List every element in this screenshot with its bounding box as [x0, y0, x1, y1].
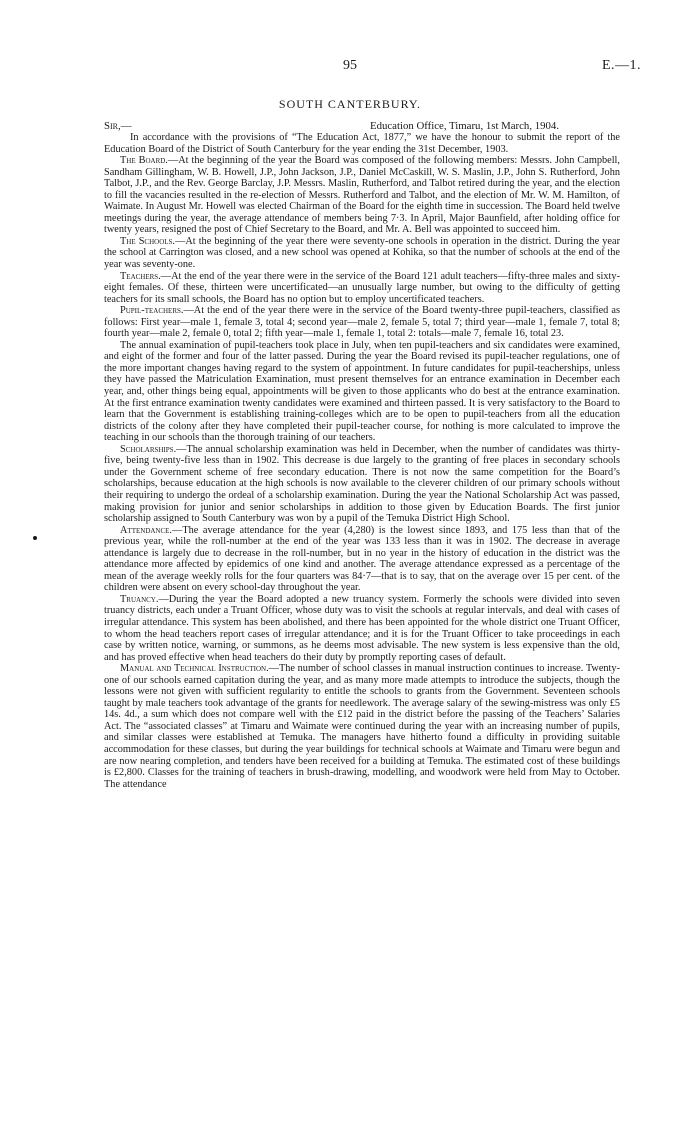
paragraph-text: —At the end of the year there were in the service of the Board twenty-three pupil-teachers, classified as follows: First year—male 1, female 3, total 4; second year—male 2, female 5, total 7; third year—male 1, female 7, total 8; fourth year—male 2, female 0, total 2; fifth year—male 1, female 1, total 2: totals—male 7, female 16, total 23. — [104, 305, 620, 340]
paragraph-text: —At the beginning of the year there were seventy-one schools in operation in the district. During the year the school at Carrington was closed, and a new school was opened at Kohika, so that the number of schools at the end of the year was seventy-one. — [104, 235, 621, 271]
section-heading: Truancy. — [120, 593, 159, 605]
paragraph-schools — [104, 236, 620, 271]
section-heading: Teachers. — [120, 270, 161, 282]
paragraph-text: —The annual scholarship examination was held in December, when the number of candidates was thirty-five, being twenty-five less than in 1902. This decrease is due largely to the granting of free places in secondary schools under the Government scheme of free secondary education. There is not now the same competition for the Board’s scholarships, because education at the high schools is now available to the cleverer children of our primary schools without their requiring to undergo the ordeal of a scholarship examination. During the year the National Scholarship Act was passed, making provision for junior and senior scholarships in addition to those given by Education Boards. The first junior scholarship assigned to South Canterbury was won by a pupil of the Temuka District High School. — [104, 443, 620, 525]
dateline: Education Office, Timaru, 1st March, 1904. — [370, 120, 560, 132]
section-heading: Scholarships. — [120, 443, 177, 455]
section-heading: Attendance. — [120, 524, 173, 536]
paragraph-intro — [104, 132, 620, 155]
paragraph-pupil-teachers — [104, 305, 620, 340]
section-heading: The Board. — [120, 155, 168, 167]
paragraph-board — [104, 155, 620, 236]
paragraph-text: In accordance with the provisions of “The Education Act, 1877,” we have the honour to submit the report of the Education Board of the District of South Canterbury for the year ending the 31st December, 1903. — [104, 132, 620, 155]
paragraph-text: The annual examination of pupil-teachers took place in July, when ten pupil-teachers and six candidates were examined, and eight of the former and four of the latter passed. During the year the Board revised its pupil-teacher regulations, one of the more important changes having regard to the system of appointment. In future candidates for pupil-teacherships, unless they have passed the Matriculation Examination, must present themselves for an entrance examination in December each year, and, other things being equal, appointments will be given to those applicants who do best at the entrance examination. At the first entrance examination twenty candidates were examined and thirteen passed. It is very satisfactory to the Board to learn that the Government is establishing training-colleges which are to be open to pupil-teachers from all the education districts of the colony after they have completed their pupil-teacher course, for nothing is more calculated to improve the teaching in our schools than the thorough training of our teachers. — [104, 339, 620, 444]
paragraph-text: —During the year the Board adopted a new truancy system. Formerly the schools were divided into seven truancy districts, each under a Truant Officer, whose duty was to visit the schools at regular intervals, and deal with cases of irregular attendance. This system has been abolished, and there has been appointed for the whole district one Truant Officer, to whom the head teachers report cases of irregular attendance; and it is for the Truant Officer to take proceedings in each case by written notice, warning, or summons, as he deems most advisable. The new system is less expensive than the old, and has proved effective when head teachers do their duty by promptly reporting cases of default. — [104, 593, 620, 663]
report-body — [104, 132, 620, 790]
document-reference: E.—1. — [602, 58, 642, 73]
paragraph-pupil-teacher-exam — [104, 340, 620, 444]
paragraph-text: —The number of school classes in manual instruction continues to increase. Twenty-one of our schools earned capitation during the year, and as many more made attempts to introduce the subjects, though the lessons were not given with sufficient regularity to entitle the schools to grants from the Government. Seventeen schools taught by male teachers took advantage of the grants for needlework. The average salary of the sewing-mistress was only £5 14s. 4d., a sum which does not compare well with the £12 paid in the district before the passing of the Teachers’ Salaries Act. The “associated classes” at Timaru and Waimate were continued during the year with an increasing number of pupils, and similar classes were established at Temuka. The managers have hitherto found a difficulty in providing suitable accommodation for these classes, but during the year buildings for technical schools at Waimate and Timaru were begun and are now nearing completion, and tenders have been received for a building at Temuka. The estimated cost of these buildings is £2,800. Classes for the training of teachers in brush-drawing, modelling, and woodwork were held from May to October. The attendance — [104, 663, 620, 790]
section-heading: Pupil-teachers. — [120, 305, 184, 317]
salutation: Sir,— — [104, 120, 132, 132]
paragraph-teachers — [104, 271, 620, 306]
paragraph-manual-technical — [104, 663, 620, 790]
report-title: SOUTH CANTERBURY. — [278, 97, 422, 111]
section-heading: Manual and Technical Instruction. — [120, 663, 269, 675]
paragraph-text: —At the beginning of the year the Board was composed of the following members: Messrs. John Campbell, Sandham Gillingham, W. B. Howell, J.P., John Jackson, J.P., Daniel McCaskill, W. S. Maslin, J.P., John S. Rutherford, John Talbot, J.P., and the Rev. George Barclay, J.P. Messrs. Maslin, Rutherford, and Talbot retired during the year, and the election to fill the vacancies resulted in the re-election of Messrs. Rutherford and Talbot, and the election of Mr. W. M. Hamilton, of Waimate. In August Mr. Howell was elected Chairman of the Board for the eighth time in succession. The Board held twelve meetings during the year, the average attendance of members being 7·3. In April, Major Baunfield, after holding office for twenty years, resigned the post of Chief Secretary to the Board, and Mr. A. Bell was appointed to succeed him. — [104, 155, 620, 236]
paragraph-text: —The average attendance for the year (4,280) is the lowest since 1893, and 175 less than that of the previous year, while the roll-number at the end of the year was 133 less than it was in 1902. The decrease in average attendance is largely due to decrease in the roll-number, but in no year in the history of education in the district was the attendance more affected by epidemics of one kind and another. The average attendance expressed as a percentage of the mean of the average weekly rolls for the four quarters was 84·7—that is to say, that on the average over 15 per cent. of the children were absent on every school-day throughout the year. — [104, 524, 620, 594]
margin-mark — [33, 536, 37, 540]
paragraph-scholarships — [104, 444, 620, 525]
page-number: 95 — [343, 58, 357, 73]
paragraph-attendance — [104, 525, 620, 594]
paragraph-text: —At the end of the year there were in the service of the Board 121 adult teachers—fifty-three males and sixty-eight females. Of these, thirteen were uncertificated—an unusually large number, but owing to the difficulty of getting teachers for its small schools, the Board has no option but to employ uncertificated teachers. — [104, 270, 620, 305]
paragraph-truancy — [104, 594, 620, 663]
section-heading: The Schools. — [120, 235, 176, 247]
